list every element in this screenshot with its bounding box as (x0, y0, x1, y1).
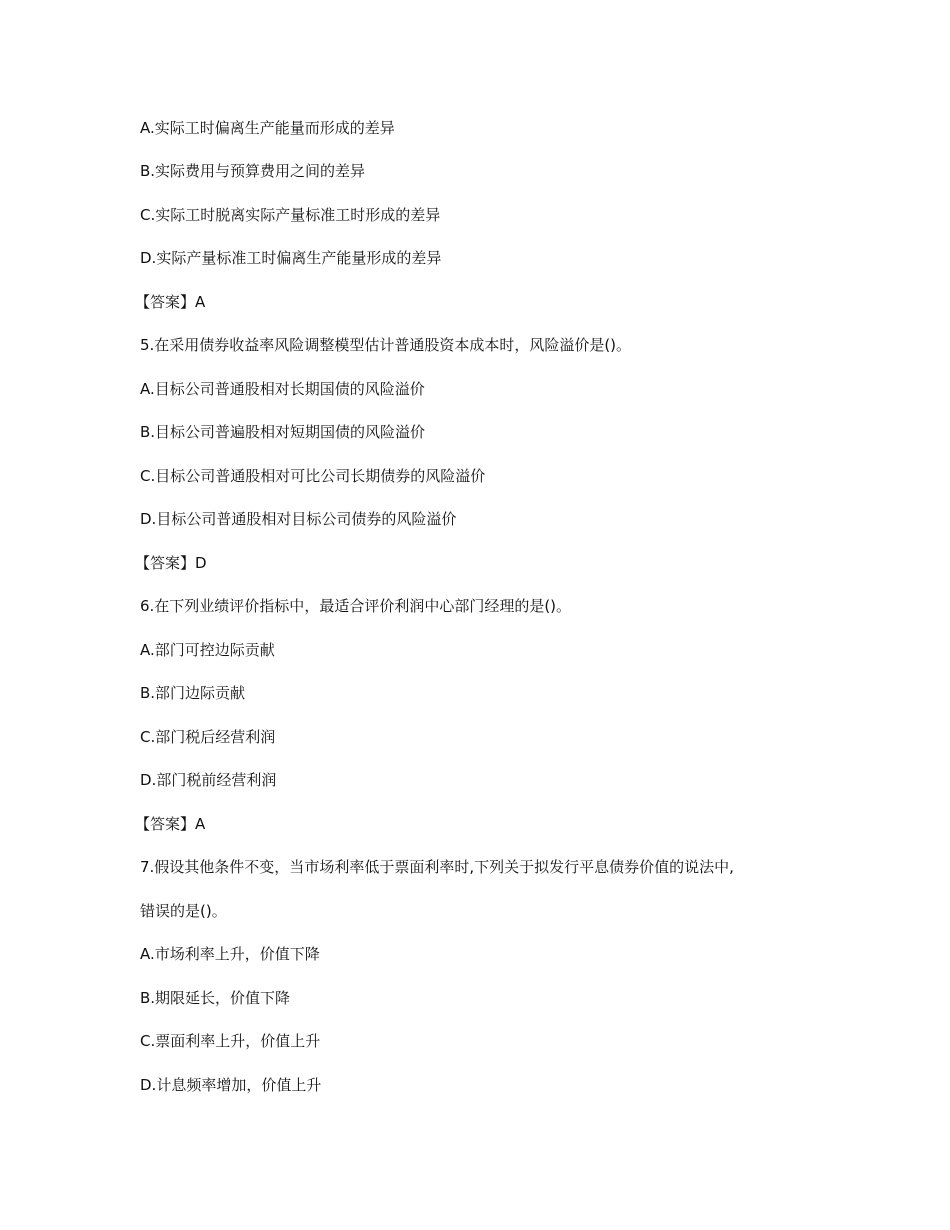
option-c-text: C.实际工时脱离实际产量标准工时形成的差异 (140, 206, 441, 224)
question-5-option-c: C.目标公司普通股相对可比公司长期债券的风险溢价 (140, 467, 486, 485)
question-7-line-1: 7.假设其他条件不变，当市场利率低于票面利率时,下列关于拟发行平息债券价值的说法中, (140, 858, 734, 876)
question-6-option-a: A.部门可控边际贡献 (140, 641, 275, 659)
question-6: 6.在下列业绩评价指标中，最适合评价利润中心部门经理的是()。 (140, 597, 572, 615)
answer-4: 【答案】A (135, 293, 206, 311)
question-6-option-b: B.部门边际贡献 (140, 684, 246, 702)
question-7-option-d: D.计息频率增加，价值上升 (140, 1076, 322, 1094)
question-7-option-b: B.期限延长，价值下降 (140, 989, 291, 1007)
question-5-option-a: A.目标公司普通股相对长期国债的风险溢价 (140, 380, 425, 398)
answer-5: 【答案】D (135, 554, 207, 572)
question-6-option-d: D.部门税前经营利润 (140, 771, 277, 789)
question-5: 5.在采用债券收益率风险调整模型估计普通股资本成本时，风险溢价是()。 (140, 336, 632, 354)
question-5-option-d: D.目标公司普通股相对目标公司债券的风险溢价 (140, 510, 457, 528)
answer-6: 【答案】A (135, 815, 206, 833)
question-5-option-b: B.目标公司普遍股相对短期国债的风险溢价 (140, 423, 426, 441)
question-7-option-c: C.票面利率上升，价值上升 (140, 1032, 321, 1050)
option-b-text: B.实际费用与预算费用之间的差异 (140, 162, 366, 180)
option-d-text: D.实际产量标准工时偏离生产能量形成的差异 (140, 249, 442, 267)
option-a-text: A.实际工时偏离生产能量而形成的差异 (140, 119, 395, 137)
question-7-line-2: 错误的是()。 (140, 902, 227, 920)
question-6-option-c: C.部门税后经营利润 (140, 728, 276, 746)
question-7-option-a: A.市场利率上升，价值下降 (140, 945, 320, 963)
